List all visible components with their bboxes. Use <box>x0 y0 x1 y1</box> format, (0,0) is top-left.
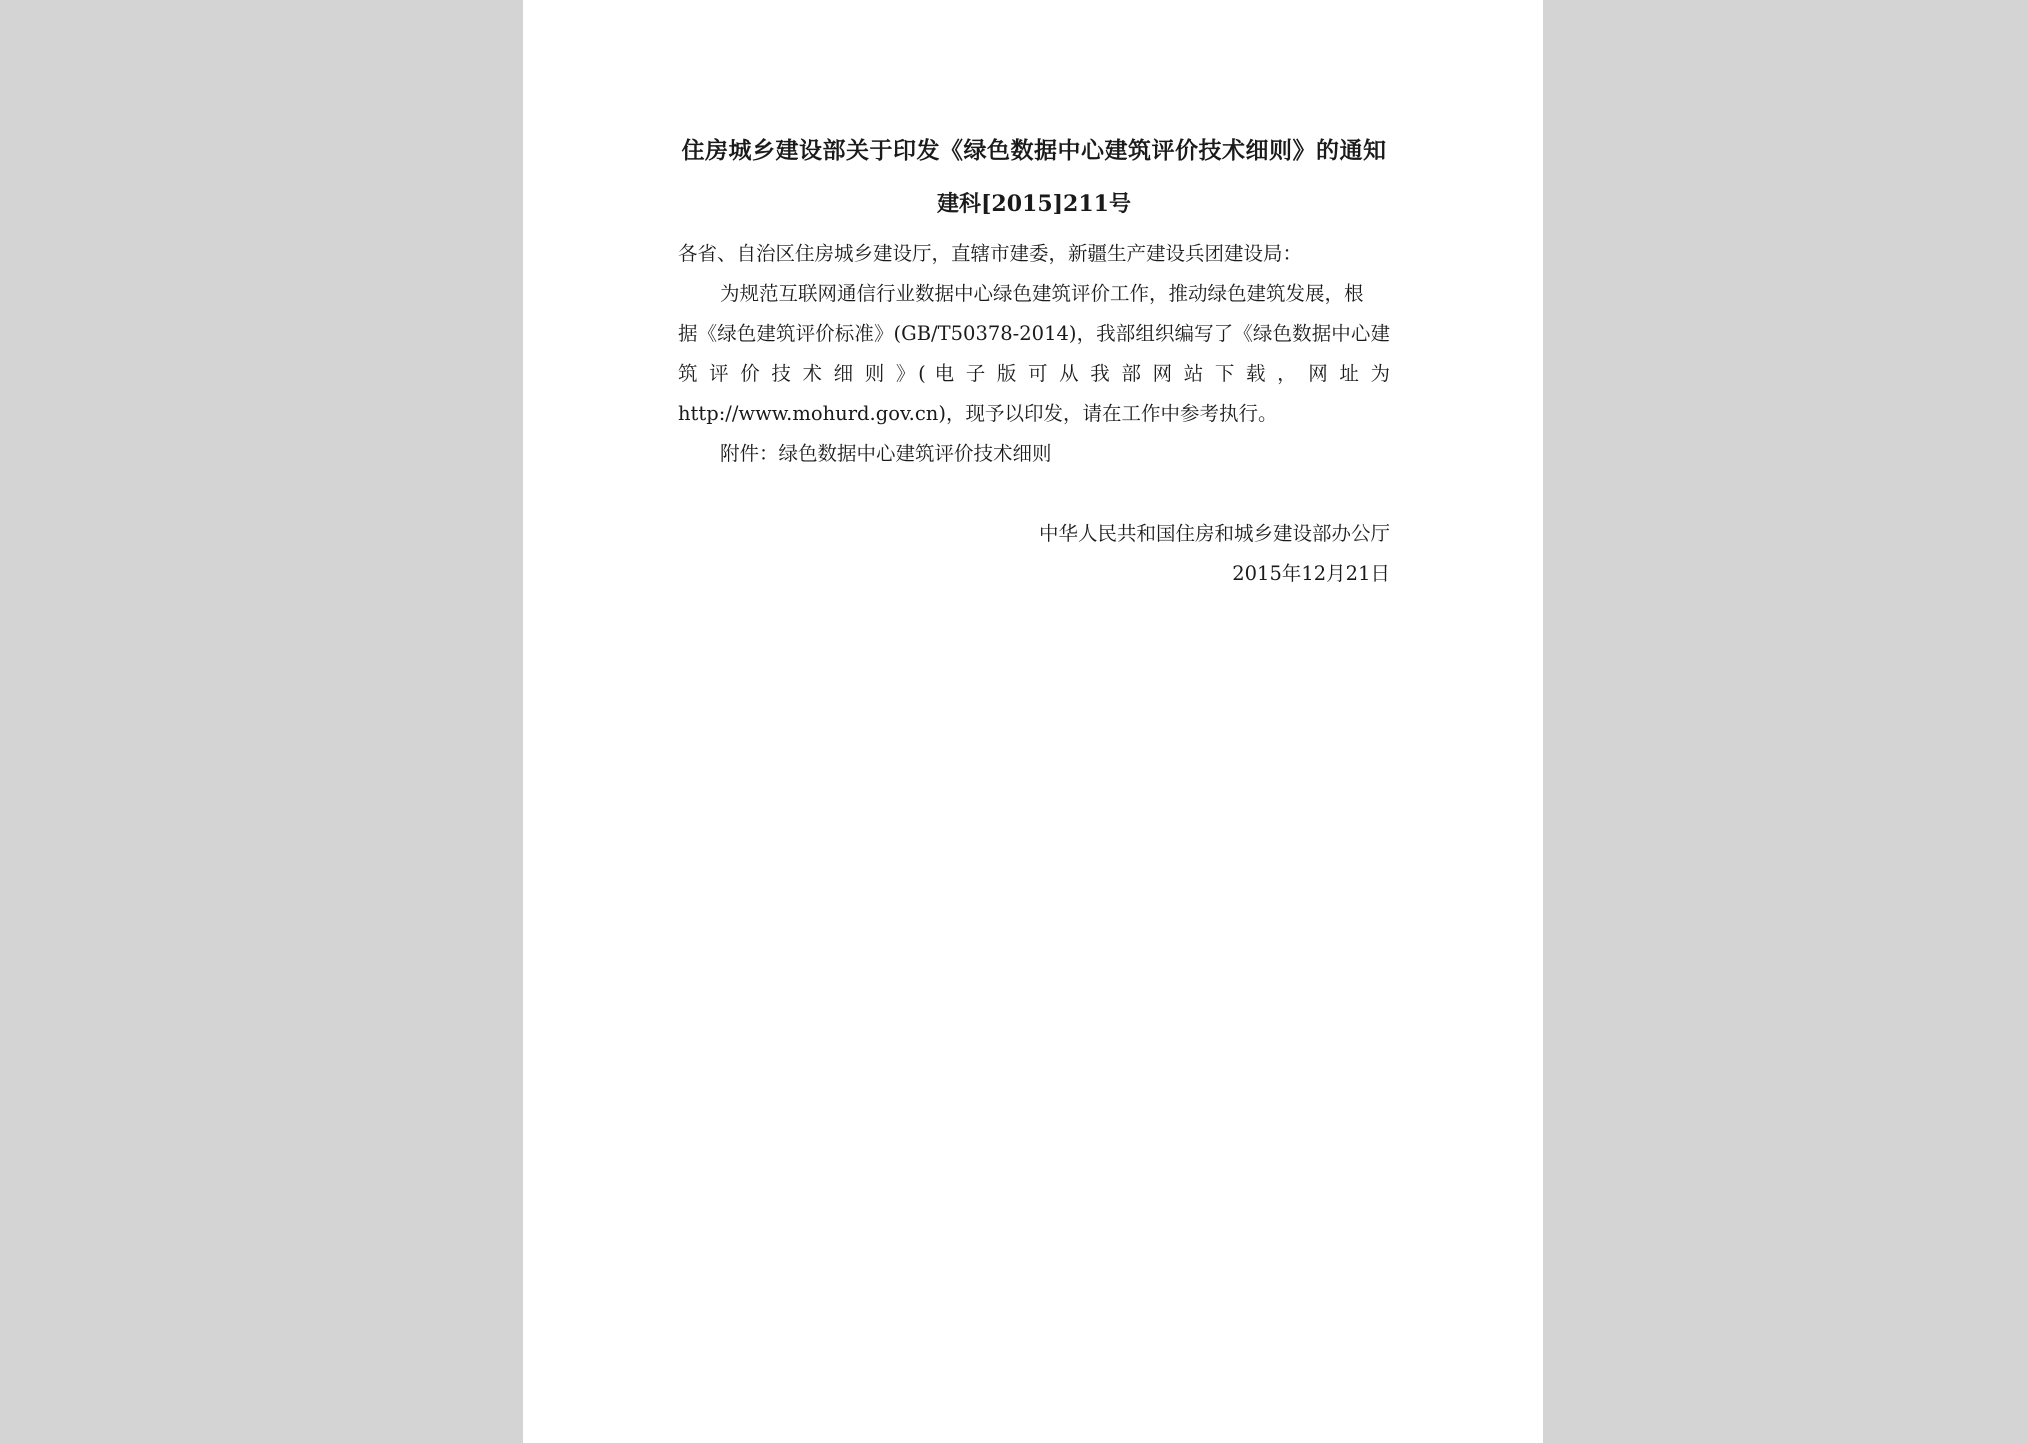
body-line: 据《绿色建筑评价标准》(GB/T50378-2014)，我部组织编写了《绿色数据中心建 <box>678 322 1390 345</box>
body-line: http://www.mohurd.gov.cn)，现予以印发，请在工作中参考执行。 <box>678 402 1278 425</box>
attachment-line: 附件：绿色数据中心建筑评价技术细则 <box>720 442 1052 465</box>
document-page <box>523 0 1543 1443</box>
salutation: 各省、自治区住房城乡建设厅，直辖市建委，新疆生产建设兵团建设局： <box>678 242 1303 265</box>
body-line: 筑 评 价 技 术 细 则 》( 电 子 版 可 从 我 部 网 站 下 载 ， 网 址 为 <box>678 362 1390 385</box>
body-line: 为规范互联网通信行业数据中心绿色建筑评价工作，推动绿色建筑发展，根 <box>720 282 1364 305</box>
issue-date: 2015年12月21日 <box>1232 562 1390 585</box>
document-title: 住房城乡建设部关于印发《绿色数据中心建筑评价技术细则》的通知 <box>681 137 1387 164</box>
document-number: 建科[2015]211号 <box>937 191 1131 217</box>
issuer: 中华人民共和国住房和城乡建设部办公厅 <box>1038 522 1390 545</box>
